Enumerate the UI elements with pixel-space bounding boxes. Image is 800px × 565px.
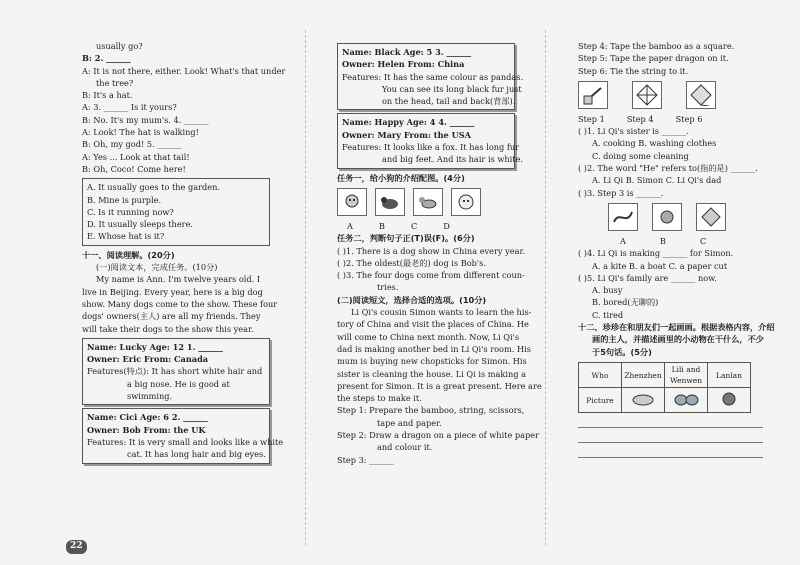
subsection-heading: (一)阅读文本，完成任务。(10分) — [96, 262, 218, 273]
column-right — [578, 40, 775, 458]
judge-item: ( )1. There is a dog show in China every year. — [337, 245, 526, 256]
step-line: Step 5: Tape the paper dragon on it. — [578, 53, 729, 64]
table-cell: Lili and Wenwen — [665, 362, 708, 388]
text-line: B: Oh, my god! 5. ______ — [82, 139, 182, 150]
info-line: Owner: Mary From: the USA — [342, 129, 471, 140]
question-line: ( )5. Li Qi's family are ______ now. — [578, 272, 717, 283]
info-line: Features(特点): It has short white hair and — [87, 366, 263, 377]
choice-line: B. bored(无聊的) — [592, 297, 659, 308]
picture-label: A — [347, 220, 353, 231]
info-line: Features: It looks like a fox. It has long fur — [342, 142, 520, 153]
table-cell: Lanlan — [708, 362, 751, 388]
passage-line: Li Qi's cousin Simon wants to learn the his- — [351, 307, 532, 318]
option-item: B. Mine is purple. — [87, 194, 162, 205]
question-line: ( )4. Li Qi is making ______ for Simon. — [578, 248, 734, 259]
dragon-picture-c — [696, 203, 726, 231]
info-line: swimming. — [127, 391, 173, 402]
info-line: a big nose. He is good at — [127, 378, 230, 389]
options-box — [82, 178, 270, 245]
picture-label: B — [378, 220, 385, 231]
passage-line: will come to China next month. Now, Li Qi's — [337, 331, 520, 342]
judge-item: ( )3. The four dogs come from different coun- — [337, 270, 525, 281]
dog-info-box — [82, 408, 284, 463]
info-line: You can see its long black fur just — [382, 83, 522, 94]
table-cell-picture — [665, 388, 708, 413]
passage-line: will take their dogs to the show this year. — [82, 323, 254, 334]
choice-line: A. busy — [592, 285, 623, 296]
info-line: Name: Happy Age: 4 4. ______ — [342, 117, 475, 128]
section-heading: 十二、珍珍在和朋友们一起画画。根据表格内容，介绍 — [578, 322, 775, 333]
text-line: A: It is not there, either. Look! What's that under — [82, 65, 286, 76]
dog-picture-c — [413, 188, 443, 216]
info-line: Owner: Helen From: China — [342, 59, 465, 70]
option-item: A. It usually goes to the garden. — [87, 182, 220, 193]
judge-item: tries. — [377, 282, 399, 293]
question-line: ( )3. Step 3 is ______. — [578, 187, 664, 198]
picture-label: Step 6 — [675, 113, 703, 124]
table-cell-picture — [708, 388, 751, 413]
choice-line: A. a kite B. a boat C. a paper cut — [592, 260, 728, 271]
dragon-picture-b — [652, 203, 682, 231]
column-divider — [305, 30, 306, 545]
table-cell: Zhenzhen — [622, 362, 665, 388]
dragon-picture-a — [608, 203, 638, 231]
text-line: B: Oh, Coco! Come here! — [82, 163, 186, 174]
info-line: and big feet. And its hair is white. — [382, 154, 524, 165]
info-line: Owner: Bob From: the UK — [87, 424, 206, 435]
choice-line: A. cooking B. washing clothes — [592, 138, 717, 149]
picture-label: C — [699, 235, 707, 246]
passage-line: dogs' owners(主人) are all my friends. They — [82, 311, 261, 322]
step-line: Step 6: Tie the string to it. — [578, 65, 689, 76]
info-line: Name: Cici Age: 6 2. ______ — [87, 412, 208, 423]
picture-label: Step 1 — [578, 113, 605, 124]
info-line: on the head, tail and back(背部). — [382, 96, 516, 107]
task-heading: 任务一，给小狗的介绍配图。(4分) — [337, 172, 465, 183]
answer-line[interactable] — [578, 415, 763, 428]
bamboo-picture — [578, 81, 608, 109]
option-item: E. Whose hat is it? — [87, 231, 165, 242]
step-line: tape and paper. — [377, 417, 442, 428]
dog-picture-d — [451, 188, 481, 216]
text-line: B: 2. ______ — [82, 53, 131, 64]
text-line: usually go? — [96, 41, 143, 51]
column-middle — [337, 40, 542, 466]
step-line: Step 4: Tape the bamboo as a square. — [578, 41, 735, 51]
info-line: Name: Black Age: 5 3. ______ — [342, 47, 472, 57]
kite-string-picture — [686, 81, 716, 109]
picture-label: D — [443, 220, 450, 231]
answer-line[interactable] — [578, 430, 763, 443]
passage-line: tory of China and visit the places of China. He — [337, 319, 529, 330]
step-pictures — [578, 81, 763, 109]
judge-item: ( )2. The oldest(最老的) dog is Bob's. — [337, 257, 486, 268]
dog-info-box — [337, 43, 524, 110]
info-line: Features: It has the same colour as pandas. — [342, 71, 524, 82]
passage-line: live in Beijing. Every year, here is a big dog — [82, 286, 263, 297]
step-line: and colour it. — [377, 442, 433, 453]
section-heading: 于5句话。(5分) — [592, 346, 652, 357]
passage-line: My name is Ann. I'm twelve years old. I — [96, 274, 261, 285]
step-line: Step 2: Draw a dragon on a piece of white paper — [337, 430, 540, 441]
table-header: Who — [579, 362, 622, 388]
question-line: ( )1. Li Qi's sister is ______. — [578, 126, 689, 137]
section-heading: 十一、阅读理解。(20分) — [82, 249, 175, 260]
picture-label: Step 4 — [626, 113, 654, 124]
text-line: A: 3. ______ Is it yours? — [82, 102, 177, 113]
text-line: the tree? — [96, 77, 134, 88]
drawing-table — [578, 362, 751, 414]
text-line: B: It's a hat. — [82, 90, 133, 101]
dog-info-box — [337, 113, 524, 168]
dragon-pictures — [578, 203, 763, 231]
passage-line: dad is making another bed in Li Qi's room. His — [337, 343, 531, 354]
table-cell-picture — [622, 388, 665, 413]
text-line: A: Look! The hat is walking! — [82, 127, 199, 138]
dog-picture-b — [375, 188, 405, 216]
text-line: A: Yes ... Look at that tail! — [82, 151, 190, 162]
dog-info-box — [82, 338, 270, 405]
info-line: cat. It has long hair and big eyes. — [127, 449, 266, 460]
page-number: 22 — [66, 540, 87, 554]
question-line: ( )2. The word "He" refers to(指的是) ______. — [578, 163, 758, 174]
text-line: B: No. It's my mum's. 4. ______ — [82, 114, 209, 125]
info-line: Features: It is very small and looks like a white — [87, 436, 284, 447]
kite-frame-picture — [632, 81, 662, 109]
picture-label: A — [620, 235, 626, 246]
passage-line: show. Many dogs come to the show. These four — [82, 298, 278, 309]
dog-pictures — [337, 188, 515, 216]
dog-picture-a — [337, 188, 367, 216]
picture-label: B — [659, 235, 666, 246]
answer-line[interactable] — [578, 445, 763, 458]
step-line: Step 3: ______ — [337, 454, 394, 465]
option-item: D. It usually sleeps there. — [87, 219, 194, 230]
column-left — [82, 40, 286, 467]
passage-line: mum is buying new chopsticks for Simon. His — [337, 356, 527, 367]
choice-line: C. doing some cleaning — [592, 150, 689, 161]
choice-line: A. Li Qi B. Simon C. Li Qi's dad — [592, 175, 722, 186]
step-line: Step 1: Prepare the bamboo, string, scissors, — [337, 405, 525, 416]
passage-line: present for Simon. It is a great present. Here are — [337, 380, 542, 391]
info-line: Owner: Eric From: Canada — [87, 354, 209, 365]
info-line: Name: Lucky Age: 12 1. ______ — [87, 341, 223, 352]
passage-line: sister is cleaning the house. Li Qi is making a — [337, 368, 527, 379]
picture-label: C — [410, 220, 418, 231]
option-item: C. Is it running now? — [87, 206, 174, 217]
task-heading: 任务二，判断句子正(T)误(F)。(6分) — [337, 233, 475, 244]
table-header: Picture — [579, 388, 622, 413]
subsection-heading: (二)阅读短文，选择合适的选项。(10分) — [337, 294, 487, 305]
passage-line: the steps to make it. — [337, 393, 422, 404]
section-heading: 画的主人，并描述画里的小动物在干什么，不少 — [592, 334, 764, 345]
column-divider — [545, 30, 546, 545]
choice-line: C. tired — [592, 309, 624, 320]
